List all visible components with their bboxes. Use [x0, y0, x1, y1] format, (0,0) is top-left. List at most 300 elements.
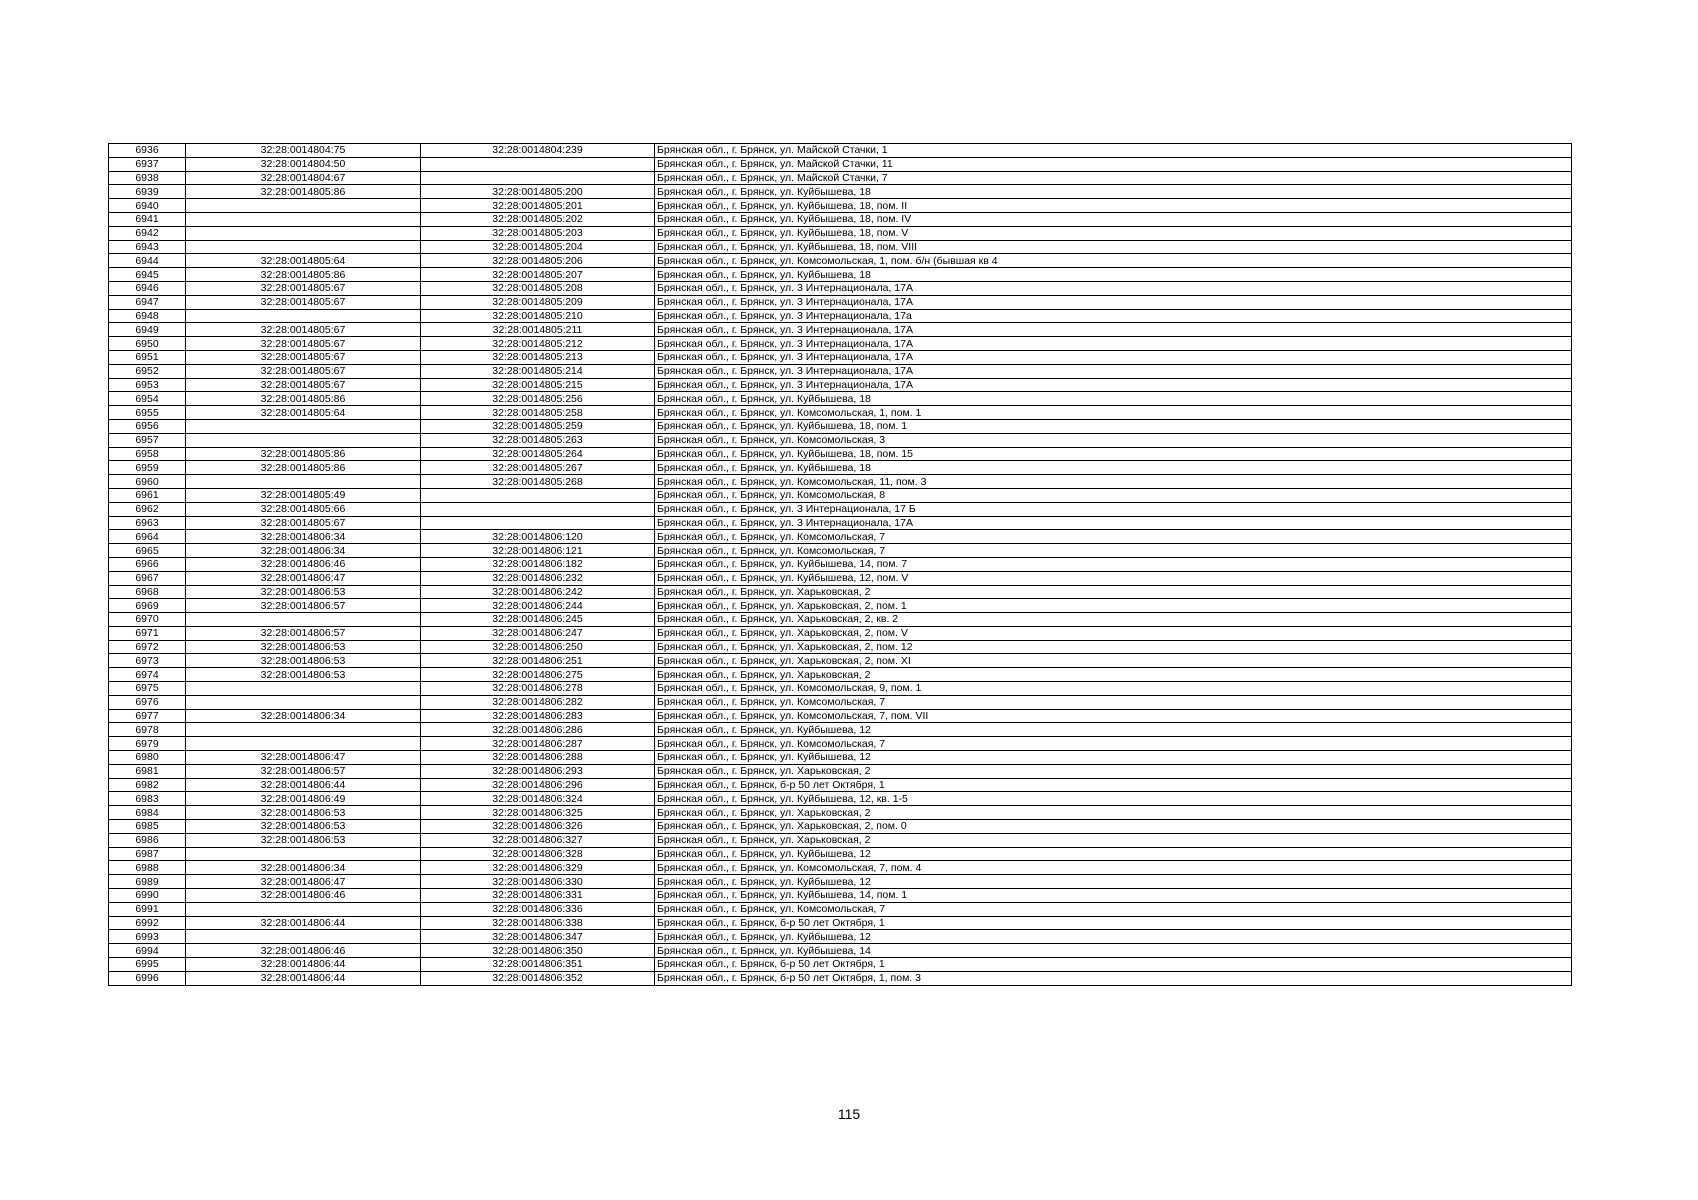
row-number-cell: 6952 [109, 364, 186, 378]
parcel-number-cell: 32:28:0014806:53 [186, 654, 421, 668]
object-number-cell: 32:28:0014805:209 [421, 295, 655, 309]
address-cell: Брянская обл., г. Брянск, ул. 3 Интернационала, 17А [655, 281, 1572, 295]
object-number-cell: 32:28:0014806:293 [421, 764, 655, 778]
row-number-cell: 6940 [109, 199, 186, 213]
object-number-cell: 32:28:0014805:206 [421, 254, 655, 268]
object-number-cell: 32:28:0014805:215 [421, 378, 655, 392]
object-number-cell: 32:28:0014805:203 [421, 226, 655, 240]
row-number-cell: 6989 [109, 875, 186, 889]
parcel-number-cell: 32:28:0014806:47 [186, 875, 421, 889]
address-cell: Брянская обл., г. Брянск, ул. Комсомольская, 7 [655, 695, 1572, 709]
row-number-cell: 6983 [109, 792, 186, 806]
address-cell: Брянская обл., г. Брянск, ул. Куйбышева, 18 [655, 185, 1572, 199]
row-number-cell: 6982 [109, 778, 186, 792]
page-number: 115 [837, 1106, 861, 1122]
row-number-cell: 6954 [109, 392, 186, 406]
row-number-cell: 6986 [109, 833, 186, 847]
object-number-cell: 32:28:0014806:330 [421, 875, 655, 889]
address-cell: Брянская обл., г. Брянск, ул. Комсомольская, 1, пом. б/н (бывшая кв 4 [655, 254, 1572, 268]
table-row [109, 392, 1572, 406]
parcel-number-cell: 32:28:0014806:44 [186, 916, 421, 930]
table-row [109, 861, 1572, 875]
row-number-cell: 6996 [109, 971, 186, 985]
row-number-cell: 6949 [109, 323, 186, 337]
row-number-cell: 6953 [109, 378, 186, 392]
object-number-cell: 32:28:0014806:352 [421, 971, 655, 985]
object-number-cell: 32:28:0014805:259 [421, 419, 655, 433]
row-number-cell: 6961 [109, 488, 186, 502]
table-row [109, 930, 1572, 944]
address-cell: Брянская обл., г. Брянск, ул. Куйбышева, 18, пом. 1 [655, 419, 1572, 433]
table-row [109, 171, 1572, 185]
address-cell: Брянская обл., г. Брянск, ул. Куйбышева, 18 [655, 392, 1572, 406]
address-cell: Брянская обл., г. Брянск, ул. Майской Стачки, 11 [655, 157, 1572, 171]
address-cell: Брянская обл., г. Брянск, ул. Комсомольская, 1, пом. 1 [655, 406, 1572, 420]
table-row [109, 240, 1572, 254]
address-cell: Брянская обл., г. Брянск, ул. Куйбышева, 12 [655, 723, 1572, 737]
address-cell: Брянская обл., г. Брянск, ул. Куйбышева, 14 [655, 944, 1572, 958]
parcel-number-cell: 32:28:0014806:34 [186, 544, 421, 558]
table-row [109, 833, 1572, 847]
parcel-number-cell: 32:28:0014806:53 [186, 585, 421, 599]
row-number-cell: 6980 [109, 751, 186, 765]
table-row [109, 778, 1572, 792]
object-number-cell: 32:28:0014805:202 [421, 212, 655, 226]
parcel-number-cell: 32:28:0014804:67 [186, 171, 421, 185]
object-number-cell: 32:28:0014806:336 [421, 902, 655, 916]
registry-table-body [109, 144, 1572, 986]
parcel-number-cell: 32:28:0014805:64 [186, 254, 421, 268]
table-row [109, 916, 1572, 930]
parcel-number-cell: 32:28:0014806:57 [186, 764, 421, 778]
row-number-cell: 6945 [109, 268, 186, 282]
object-number-cell: 32:28:0014805:204 [421, 240, 655, 254]
address-cell: Брянская обл., г. Брянск, ул. Куйбышева, 18, пом. VIII [655, 240, 1572, 254]
object-number-cell: 32:28:0014806:244 [421, 599, 655, 613]
object-number-cell: 32:28:0014806:325 [421, 806, 655, 820]
parcel-number-cell: 32:28:0014805:67 [186, 378, 421, 392]
row-number-cell: 6994 [109, 944, 186, 958]
table-row [109, 144, 1572, 158]
parcel-number-cell [186, 847, 421, 861]
row-number-cell: 6951 [109, 350, 186, 364]
row-number-cell: 6979 [109, 737, 186, 751]
table-row [109, 309, 1572, 323]
parcel-number-cell: 32:28:0014805:86 [186, 392, 421, 406]
parcel-number-cell: 32:28:0014806:49 [186, 792, 421, 806]
parcel-number-cell: 32:28:0014806:34 [186, 530, 421, 544]
address-cell: Брянская обл., г. Брянск, ул. Куйбышева, 12 [655, 930, 1572, 944]
row-number-cell: 6944 [109, 254, 186, 268]
table-row [109, 847, 1572, 861]
table-row [109, 544, 1572, 558]
table-row [109, 530, 1572, 544]
address-cell: Брянская обл., г. Брянск, ул. Майской Стачки, 7 [655, 171, 1572, 185]
object-number-cell: 32:28:0014806:347 [421, 930, 655, 944]
parcel-number-cell: 32:28:0014806:46 [186, 889, 421, 903]
row-number-cell: 6992 [109, 916, 186, 930]
table-row [109, 944, 1572, 958]
address-cell: Брянская обл., г. Брянск, ул. Комсомольская, 11, пом. 3 [655, 475, 1572, 489]
table-row [109, 157, 1572, 171]
row-number-cell: 6991 [109, 902, 186, 916]
object-number-cell: 32:28:0014805:201 [421, 199, 655, 213]
address-cell: Брянская обл., г. Брянск, ул. Комсомольская, 8 [655, 488, 1572, 502]
object-number-cell: 32:28:0014806:338 [421, 916, 655, 930]
address-cell: Брянская обл., г. Брянск, ул. Харьковская, 2, пом. V [655, 626, 1572, 640]
address-cell: Брянская обл., г. Брянск, ул. Харьковская, 2 [655, 668, 1572, 682]
parcel-number-cell [186, 309, 421, 323]
object-number-cell: 32:28:0014805:256 [421, 392, 655, 406]
parcel-number-cell: 32:28:0014805:86 [186, 461, 421, 475]
parcel-number-cell: 32:28:0014805:86 [186, 185, 421, 199]
address-cell: Брянская обл., г. Брянск, ул. 3 Интернационала, 17А [655, 350, 1572, 364]
parcel-number-cell: 32:28:0014806:53 [186, 820, 421, 834]
address-cell: Брянская обл., г. Брянск, ул. Комсомольская, 7 [655, 544, 1572, 558]
row-number-cell: 6975 [109, 682, 186, 696]
address-cell: Брянская обл., г. Брянск, ул. 3 Интернационала, 17А [655, 323, 1572, 337]
row-number-cell: 6956 [109, 419, 186, 433]
address-cell: Брянская обл., г. Брянск, ул. Комсомольская, 9, пом. 1 [655, 682, 1572, 696]
parcel-number-cell: 32:28:0014806:57 [186, 626, 421, 640]
address-cell: Брянская обл., г. Брянск, ул. Харьковская, 2, кв. 2 [655, 613, 1572, 627]
table-row [109, 737, 1572, 751]
row-number-cell: 6971 [109, 626, 186, 640]
address-cell: Брянская обл., г. Брянск, ул. 3 Интернационала, 17 Б [655, 502, 1572, 516]
object-number-cell: 32:28:0014806:350 [421, 944, 655, 958]
row-number-cell: 6946 [109, 281, 186, 295]
table-row [109, 626, 1572, 640]
row-number-cell: 6964 [109, 530, 186, 544]
table-row [109, 764, 1572, 778]
table-row [109, 226, 1572, 240]
table-row [109, 364, 1572, 378]
parcel-number-cell: 32:28:0014805:67 [186, 350, 421, 364]
parcel-number-cell [186, 695, 421, 709]
table-row [109, 268, 1572, 282]
row-number-cell: 6977 [109, 709, 186, 723]
row-number-cell: 6936 [109, 144, 186, 158]
table-row [109, 613, 1572, 627]
table-row [109, 751, 1572, 765]
table-row [109, 185, 1572, 199]
row-number-cell: 6950 [109, 337, 186, 351]
parcel-number-cell: 32:28:0014805:64 [186, 406, 421, 420]
object-number-cell [421, 516, 655, 530]
address-cell: Брянская обл., г. Брянск, ул. Харьковская, 2 [655, 806, 1572, 820]
table-row [109, 820, 1572, 834]
object-number-cell: 32:28:0014806:351 [421, 958, 655, 972]
object-number-cell [421, 157, 655, 171]
row-number-cell: 6942 [109, 226, 186, 240]
row-number-cell: 6973 [109, 654, 186, 668]
table-row [109, 875, 1572, 889]
object-number-cell: 32:28:0014805:214 [421, 364, 655, 378]
table-row [109, 254, 1572, 268]
object-number-cell: 32:28:0014806:282 [421, 695, 655, 709]
object-number-cell: 32:28:0014806:182 [421, 557, 655, 571]
object-number-cell: 32:28:0014806:245 [421, 613, 655, 627]
address-cell: Брянская обл., г. Брянск, ул. Куйбышева, 14, пом. 7 [655, 557, 1572, 571]
parcel-number-cell: 32:28:0014806:44 [186, 971, 421, 985]
parcel-number-cell: 32:28:0014806:47 [186, 751, 421, 765]
table-row [109, 695, 1572, 709]
object-number-cell: 32:28:0014805:208 [421, 281, 655, 295]
table-row [109, 419, 1572, 433]
parcel-number-cell: 32:28:0014806:53 [186, 833, 421, 847]
table-row [109, 958, 1572, 972]
address-cell: Брянская обл., г. Брянск, ул. Майской Стачки, 1 [655, 144, 1572, 158]
address-cell: Брянская обл., г. Брянск, б-р 50 лет Октября, 1 [655, 916, 1572, 930]
object-number-cell: 32:28:0014806:328 [421, 847, 655, 861]
object-number-cell: 32:28:0014805:213 [421, 350, 655, 364]
row-number-cell: 6941 [109, 212, 186, 226]
parcel-number-cell: 32:28:0014806:34 [186, 861, 421, 875]
address-cell: Брянская обл., г. Брянск, ул. Куйбышева, 18 [655, 461, 1572, 475]
parcel-number-cell: 32:28:0014806:53 [186, 668, 421, 682]
address-cell: Брянская обл., г. Брянск, б-р 50 лет Октября, 1, пом. 3 [655, 971, 1572, 985]
parcel-number-cell [186, 433, 421, 447]
table-row [109, 447, 1572, 461]
parcel-number-cell [186, 737, 421, 751]
object-number-cell [421, 502, 655, 516]
row-number-cell: 6967 [109, 571, 186, 585]
row-number-cell: 6963 [109, 516, 186, 530]
object-number-cell: 32:28:0014806:329 [421, 861, 655, 875]
object-number-cell: 32:28:0014805:210 [421, 309, 655, 323]
parcel-number-cell: 32:28:0014804:50 [186, 157, 421, 171]
address-cell: Брянская обл., г. Брянск, ул. Харьковская, 2 [655, 764, 1572, 778]
parcel-number-cell: 32:28:0014805:67 [186, 295, 421, 309]
parcel-number-cell: 32:28:0014805:86 [186, 447, 421, 461]
address-cell: Брянская обл., г. Брянск, ул. Куйбышева, 18, пом. 15 [655, 447, 1572, 461]
object-number-cell: 32:28:0014806:326 [421, 820, 655, 834]
row-number-cell: 6938 [109, 171, 186, 185]
object-number-cell [421, 171, 655, 185]
parcel-number-cell: 32:28:0014805:49 [186, 488, 421, 502]
address-cell: Брянская обл., г. Брянск, ул. 3 Интернационала, 17а [655, 309, 1572, 323]
object-number-cell: 32:28:0014806:250 [421, 640, 655, 654]
row-number-cell: 6984 [109, 806, 186, 820]
row-number-cell: 6968 [109, 585, 186, 599]
row-number-cell: 6943 [109, 240, 186, 254]
object-number-cell: 32:28:0014805:207 [421, 268, 655, 282]
address-cell: Брянская обл., г. Брянск, ул. Харьковская, 2 [655, 585, 1572, 599]
object-number-cell: 32:28:0014806:327 [421, 833, 655, 847]
address-cell: Брянская обл., г. Брянск, ул. 3 Интернационала, 17А [655, 516, 1572, 530]
row-number-cell: 6957 [109, 433, 186, 447]
parcel-number-cell [186, 419, 421, 433]
parcel-number-cell: 32:28:0014806:53 [186, 640, 421, 654]
parcel-number-cell [186, 240, 421, 254]
object-number-cell: 32:28:0014806:120 [421, 530, 655, 544]
table-row [109, 571, 1572, 585]
table-row [109, 599, 1572, 613]
parcel-number-cell: 32:28:0014806:34 [186, 709, 421, 723]
address-cell: Брянская обл., г. Брянск, б-р 50 лет Октября, 1 [655, 778, 1572, 792]
parcel-number-cell [186, 475, 421, 489]
row-number-cell: 6939 [109, 185, 186, 199]
row-number-cell: 6959 [109, 461, 186, 475]
object-number-cell: 32:28:0014806:331 [421, 889, 655, 903]
object-number-cell: 32:28:0014804:239 [421, 144, 655, 158]
parcel-number-cell: 32:28:0014806:46 [186, 944, 421, 958]
table-row [109, 668, 1572, 682]
object-number-cell: 32:28:0014806:278 [421, 682, 655, 696]
object-number-cell: 32:28:0014805:264 [421, 447, 655, 461]
table-row [109, 792, 1572, 806]
address-cell: Брянская обл., г. Брянск, ул. Куйбышева, 18, пом. II [655, 199, 1572, 213]
object-number-cell: 32:28:0014805:211 [421, 323, 655, 337]
object-number-cell: 32:28:0014806:232 [421, 571, 655, 585]
parcel-number-cell: 32:28:0014806:53 [186, 806, 421, 820]
address-cell: Брянская обл., г. Брянск, ул. Куйбышева, 18, пом. V [655, 226, 1572, 240]
row-number-cell: 6970 [109, 613, 186, 627]
address-cell: Брянская обл., г. Брянск, ул. 3 Интернационала, 17А [655, 337, 1572, 351]
parcel-number-cell: 32:28:0014805:67 [186, 337, 421, 351]
table-row [109, 488, 1572, 502]
object-number-cell: 32:28:0014806:247 [421, 626, 655, 640]
object-number-cell: 32:28:0014806:296 [421, 778, 655, 792]
table-row [109, 212, 1572, 226]
address-cell: Брянская обл., г. Брянск, ул. 3 Интернационала, 17А [655, 295, 1572, 309]
parcel-number-cell: 32:28:0014805:86 [186, 268, 421, 282]
object-number-cell: 32:28:0014806:275 [421, 668, 655, 682]
object-number-cell: 32:28:0014805:268 [421, 475, 655, 489]
parcel-number-cell: 32:28:0014806:57 [186, 599, 421, 613]
table-row [109, 709, 1572, 723]
object-number-cell: 32:28:0014806:242 [421, 585, 655, 599]
row-number-cell: 6981 [109, 764, 186, 778]
parcel-number-cell [186, 226, 421, 240]
address-cell: Брянская обл., г. Брянск, ул. Комсомольская, 7, пом. VII [655, 709, 1572, 723]
table-row [109, 433, 1572, 447]
object-number-cell: 32:28:0014805:212 [421, 337, 655, 351]
table-row [109, 337, 1572, 351]
address-cell: Брянская обл., г. Брянск, ул. 3 Интернационала, 17А [655, 378, 1572, 392]
object-number-cell: 32:28:0014806:251 [421, 654, 655, 668]
table-row [109, 971, 1572, 985]
row-number-cell: 6958 [109, 447, 186, 461]
table-row [109, 323, 1572, 337]
row-number-cell: 6962 [109, 502, 186, 516]
parcel-number-cell [186, 613, 421, 627]
parcel-number-cell: 32:28:0014806:44 [186, 778, 421, 792]
table-row [109, 902, 1572, 916]
object-number-cell: 32:28:0014806:283 [421, 709, 655, 723]
parcel-number-cell [186, 902, 421, 916]
address-cell: Брянская обл., г. Брянск, ул. Куйбышева, 12, пом. V [655, 571, 1572, 585]
object-number-cell: 32:28:0014805:263 [421, 433, 655, 447]
row-number-cell: 6990 [109, 889, 186, 903]
table-row [109, 502, 1572, 516]
table-row [109, 406, 1572, 420]
object-number-cell: 32:28:0014806:287 [421, 737, 655, 751]
row-number-cell: 6955 [109, 406, 186, 420]
table-row [109, 281, 1572, 295]
parcel-number-cell [186, 930, 421, 944]
row-number-cell: 6976 [109, 695, 186, 709]
parcel-number-cell: 32:28:0014805:67 [186, 281, 421, 295]
object-number-cell [421, 488, 655, 502]
object-number-cell: 32:28:0014805:258 [421, 406, 655, 420]
table-row [109, 654, 1572, 668]
address-cell: Брянская обл., г. Брянск, ул. Куйбышева, 12, кв. 1-5 [655, 792, 1572, 806]
row-number-cell: 6987 [109, 847, 186, 861]
table-row [109, 585, 1572, 599]
registry-table [108, 143, 1572, 986]
address-cell: Брянская обл., г. Брянск, ул. Куйбышева, 12 [655, 847, 1572, 861]
object-number-cell: 32:28:0014806:121 [421, 544, 655, 558]
parcel-number-cell [186, 682, 421, 696]
row-number-cell: 6948 [109, 309, 186, 323]
address-cell: Брянская обл., г. Брянск, ул. Куйбышева, 12 [655, 875, 1572, 889]
address-cell: Брянская обл., г. Брянск, ул. Харьковская, 2, пом. 12 [655, 640, 1572, 654]
parcel-number-cell [186, 212, 421, 226]
address-cell: Брянская обл., г. Брянск, ул. Комсомольская, 7 [655, 902, 1572, 916]
table-row [109, 295, 1572, 309]
object-number-cell: 32:28:0014805:267 [421, 461, 655, 475]
parcel-number-cell: 32:28:0014806:47 [186, 571, 421, 585]
address-cell: Брянская обл., г. Брянск, ул. Куйбышева, 14, пом. 1 [655, 889, 1572, 903]
row-number-cell: 6969 [109, 599, 186, 613]
table-row [109, 682, 1572, 696]
parcel-number-cell: 32:28:0014804:75 [186, 144, 421, 158]
table-row [109, 350, 1572, 364]
table-row [109, 889, 1572, 903]
table-row [109, 806, 1572, 820]
object-number-cell: 32:28:0014806:288 [421, 751, 655, 765]
address-cell: Брянская обл., г. Брянск, ул. Комсомольская, 7 [655, 737, 1572, 751]
row-number-cell: 6985 [109, 820, 186, 834]
address-cell: Брянская обл., г. Брянск, ул. Харьковская, 2, пом. 0 [655, 820, 1572, 834]
address-cell: Брянская обл., г. Брянск, ул. Комсомольская, 7, пом. 4 [655, 861, 1572, 875]
row-number-cell: 6937 [109, 157, 186, 171]
parcel-number-cell [186, 199, 421, 213]
parcel-number-cell: 32:28:0014806:44 [186, 958, 421, 972]
address-cell: Брянская обл., г. Брянск, ул. Харьковская, 2, пом. XI [655, 654, 1572, 668]
parcel-number-cell: 32:28:0014805:67 [186, 364, 421, 378]
object-number-cell: 32:28:0014806:286 [421, 723, 655, 737]
address-cell: Брянская обл., г. Брянск, ул. Куйбышева, 18, пом. IV [655, 212, 1572, 226]
table-row [109, 640, 1572, 654]
row-number-cell: 6995 [109, 958, 186, 972]
table-row [109, 557, 1572, 571]
table-row [109, 723, 1572, 737]
parcel-number-cell: 32:28:0014805:67 [186, 516, 421, 530]
address-cell: Брянская обл., г. Брянск, ул. Комсомольская, 7 [655, 530, 1572, 544]
address-cell: Брянская обл., г. Брянск, ул. 3 Интернационала, 17А [655, 364, 1572, 378]
object-number-cell: 32:28:0014806:324 [421, 792, 655, 806]
address-cell: Брянская обл., г. Брянск, б-р 50 лет Октября, 1 [655, 958, 1572, 972]
parcel-number-cell: 32:28:0014805:67 [186, 323, 421, 337]
row-number-cell: 6966 [109, 557, 186, 571]
parcel-number-cell: 32:28:0014805:66 [186, 502, 421, 516]
parcel-number-cell [186, 723, 421, 737]
table-row [109, 378, 1572, 392]
row-number-cell: 6947 [109, 295, 186, 309]
table-row [109, 199, 1572, 213]
row-number-cell: 6978 [109, 723, 186, 737]
row-number-cell: 6974 [109, 668, 186, 682]
parcel-number-cell: 32:28:0014806:46 [186, 557, 421, 571]
row-number-cell: 6988 [109, 861, 186, 875]
address-cell: Брянская обл., г. Брянск, ул. Харьковская, 2 [655, 833, 1572, 847]
row-number-cell: 6993 [109, 930, 186, 944]
row-number-cell: 6960 [109, 475, 186, 489]
table-row [109, 475, 1572, 489]
object-number-cell: 32:28:0014805:200 [421, 185, 655, 199]
